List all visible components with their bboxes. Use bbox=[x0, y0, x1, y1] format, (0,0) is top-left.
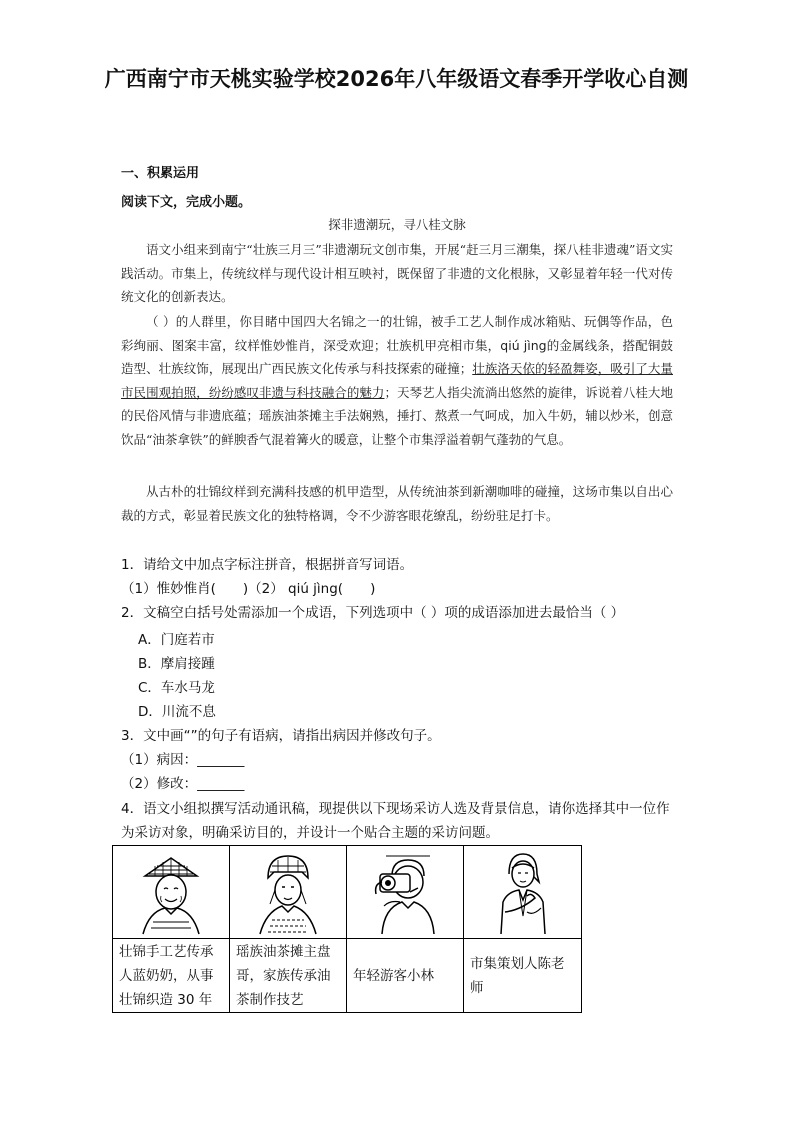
interviewee-info-4[interactable]: 市集策划人陈老师 bbox=[464, 939, 582, 1013]
interviewee-info-1[interactable]: 壮锦手工艺传承人蓝奶奶，从事壮锦织造 30 年 bbox=[113, 939, 230, 1013]
question-3: 3．文中画“”的句子有语病，请指出病因并修改句子。 bbox=[121, 728, 441, 744]
interviewee-image-cell-2 bbox=[230, 846, 347, 939]
reading-instruction: 阅读下文，完成小题。 bbox=[121, 195, 252, 210]
paragraph-2-part-c: ；天琴艺人指尖流淌出悠然的旋律，诉说着八桂大地的民俗风情与非遗底蕴；瑶族油茶摊主手法娴熟，捶打、熬煮一气呵成，加入牛奶，辅以炒米，创意饮品“油茶拿铁”的鲜腴香气混着篝火的暖意，让整个市集浮溢着朝气蓬勃的气息。 bbox=[121, 384, 673, 447]
question-4: 4．语文小组拟撰写活动通讯稿，现提供以下现场采访人选及背景信息，请你选择其中一位作为采访对象，明确采访目的，并设计一个贴合主题的采访问题。 bbox=[121, 801, 670, 841]
question-3-cause[interactable]: （1）病因：_______ bbox=[121, 752, 245, 768]
question-2: 2．文稿空白括号处需添加一个成语，下列选项中（ ）项的成语添加进去最恰当（ ） bbox=[121, 605, 625, 621]
paragraph-2-part-b: 的金属线条，搭配铜鼓造型、壮族纹饰，展现出广西民族文化传承与科技探索的碰撞； bbox=[121, 337, 673, 376]
page-title: 广西南宁市天桃实验学校2026年八年级语文春季开学收心自测 bbox=[104, 67, 689, 91]
underlined-sentence: 壮族洛天依的轻盈舞姿，吸引了大量市民围观拍照，纷纷感叹非遗与科技融合的魅力 bbox=[121, 361, 673, 400]
pinyin-blank: qiú jìng bbox=[500, 337, 547, 353]
woman-planner-icon bbox=[483, 846, 563, 936]
interviewee-image-cell-4 bbox=[464, 846, 582, 939]
passage-paragraph-3: 从古朴的壮锦纹样到充满科技感的机甲造型，从传统油茶到新潮咖啡的碰撞，这场市集以自出心裁的方式，彰显着民族文化的独特格调，令不少游客眼花缭乱，纷纷驻足打卡。 bbox=[121, 484, 673, 523]
question-3-revision[interactable]: （2）修改：_______ bbox=[121, 776, 245, 792]
question-1-subitems: （1）惟妙惟肖( )（2） qiú jìng( ) bbox=[121, 581, 376, 597]
paragraph-2-part-a: （ ）的人群里，你目睹中国四大名锦之一的壮锦，被手工艺人制作成冰箱贴、玩偶等作品，色彩绚丽、图案丰富，纹样惟妙惟肖，深受欢迎；壮族机甲亮相市集， bbox=[121, 314, 673, 353]
yao-woman-headdress-icon bbox=[248, 846, 328, 936]
question-1: 1．请给文中加点字标注拼音，根据拼音写词语。 bbox=[121, 557, 414, 573]
interviewee-info-3[interactable]: 年轻游客小林 bbox=[347, 939, 464, 1013]
passage-paragraph-1: 语文小组来到南宁“壮族三月三”非遗潮玩文创市集，开展“赶三月三潮集，探八桂非遗魂”语文实践活动。市集上，传统纹样与现代设计相互映衬，既保留了非遗的文化根脉，又彰显着年轻一代对传统文化的创新表达。 bbox=[121, 242, 673, 304]
option-a[interactable]: A．门庭若市 bbox=[138, 632, 215, 648]
elderly-woman-headdress-icon bbox=[131, 846, 211, 936]
passage-paragraph-2 bbox=[121, 310, 673, 451]
interviewee-info-2[interactable]: 瑶族油茶摊主盘哥，家族传承油茶制作技艺 bbox=[230, 939, 347, 1013]
young-man-camera-icon bbox=[360, 846, 450, 936]
passage-title: 探非遗潮玩，寻八桂文脉 bbox=[328, 217, 466, 232]
interviewee-table bbox=[112, 845, 582, 1013]
interviewee-image-cell-1 bbox=[113, 846, 230, 939]
interviewee-image-cell-3 bbox=[347, 846, 464, 939]
option-c[interactable]: C．车水马龙 bbox=[138, 680, 215, 696]
option-b[interactable]: B．摩肩接踵 bbox=[138, 656, 215, 672]
option-d[interactable]: D．川流不息 bbox=[138, 704, 216, 720]
section-heading: 一、积累运用 bbox=[121, 166, 200, 181]
